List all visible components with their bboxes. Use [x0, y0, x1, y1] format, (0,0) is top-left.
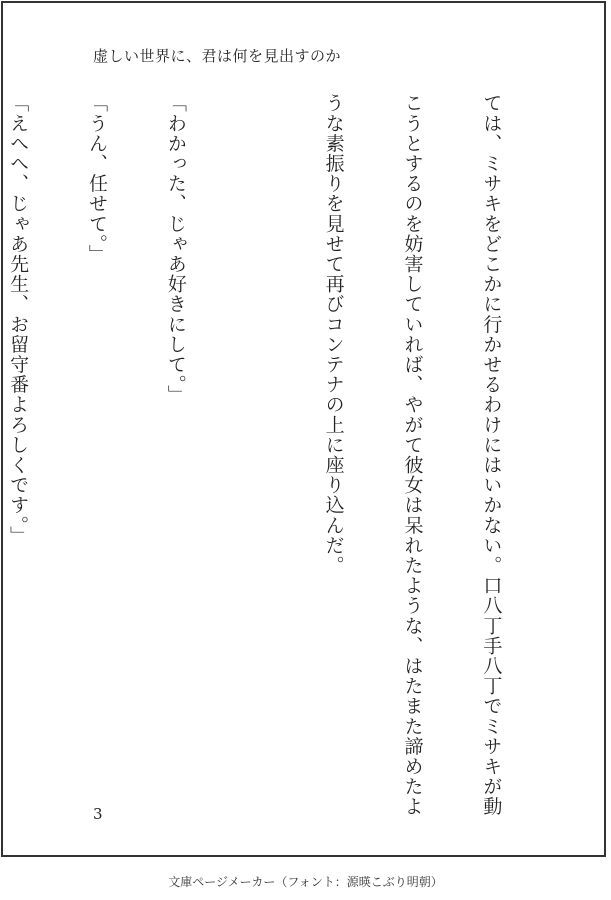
- blank-line: [241, 93, 267, 775]
- text-line: こうとするのを妨害していれば、やがて彼女は呆れたような、はたまた諦めたよ: [401, 93, 424, 817]
- book-page: [1, 1, 606, 857]
- dialogue-line: 「えへへ、じゃあ先生、お留守番よろしくです。」: [7, 93, 30, 546]
- text-line: うな素振りを見せて再びコンテナの上に座り込んだ。: [322, 93, 345, 576]
- dialogue-line: 「うん、任せて。」: [85, 93, 108, 265]
- text-line: ては、ミサキをどこかに行かせるわけにはいかない。口八丁手八丁でミサキが動: [480, 93, 503, 817]
- dialogue-line: 「わかった、じゃあ好きにして。」: [164, 93, 187, 406]
- footer-credit: 文庫ページメーカー（フォント：源暎こぶり明朝）: [168, 875, 443, 889]
- running-title: 虚しい世界に、君は何を見出すのか: [93, 47, 342, 65]
- vertical-body-text: [7, 93, 557, 817]
- page-number: 3: [93, 805, 103, 823]
